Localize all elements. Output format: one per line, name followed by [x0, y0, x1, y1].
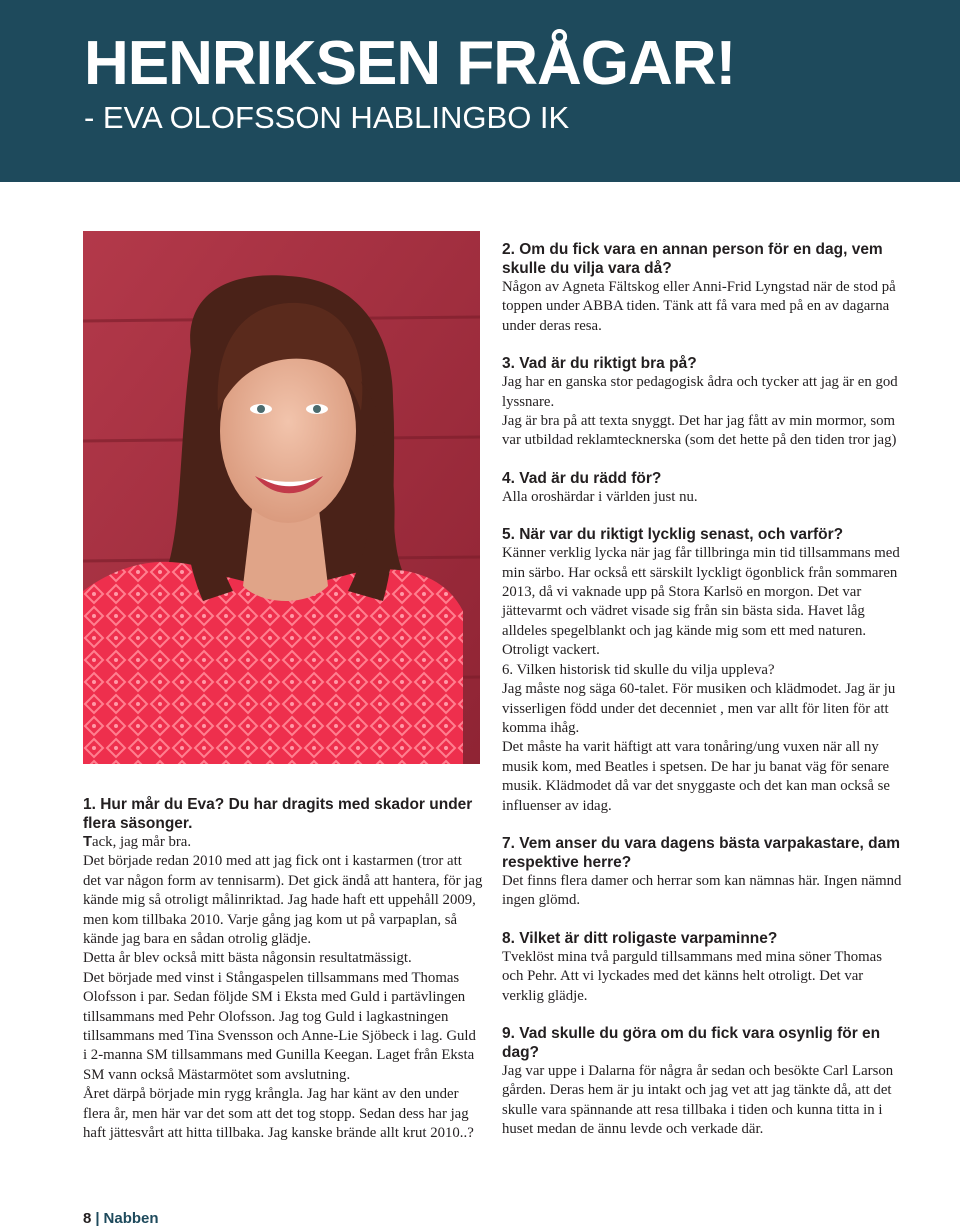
- answer-1-paragraph: Det började med vinst i Stångaspelen tillsammans med Thomas Olofsson i par. Sedan följde SM i Eksta med Guld i partävlingen tillsammans med Pehr Olofsson. Jag tog Guld i lagkastningen tillsammans med Tina Svensson och Anne-Lie Sjöbeck i lag. Guld i 2-manna SM tillsammans med Gunilla Keegan. Laget från Eksta SM vann också Mästarmötet som avslutning.: [83, 969, 476, 1083]
- answer-3-paragraph: Jag har en ganska stor pedagogisk ådra och tycker att jag är en god lyssnare.: [502, 374, 898, 410]
- answer-2: Någon av Agneta Fältskog eller Anni-Frid Lyngstad när de stod på toppen under ABBA tiden. Tänk att få vara med på en av dagarna under deras resa.: [502, 279, 896, 334]
- answer-6-paragraph: Jag måste nog säga 60-talet. För musiken och klädmodet. Jag är ju visserligen född under det decenniet , men var allt för liten för att komma ihåg.: [502, 681, 896, 736]
- question-3: 3. Vad är du riktigt bra på?: [502, 355, 697, 373]
- page-subtitle: - EVA OLOFSSON HABLINGBO IK: [84, 100, 570, 135]
- page-number: 8: [83, 1210, 92, 1227]
- question-3-section: [502, 354, 902, 451]
- left-column: [83, 795, 483, 1162]
- question-9: 9. Vad skulle du göra om du fick vara osynlig för en dag?: [502, 1024, 881, 1061]
- footer-separator: |: [95, 1210, 100, 1227]
- answer-4: Alla oroshärdar i världen just nu.: [502, 488, 698, 505]
- answer-8: Tveklöst mina två parguld tillsammans med mina söner Thomas och Pehr. Att vi lyckades med det känns helt otroligt. Det var verklig glädje.: [502, 948, 883, 1004]
- question-1: 1. Hur mår du Eva? Du har dragits med skador under flera säsonger.: [83, 796, 473, 832]
- answer-1-paragraph: Det började redan 2010 med att jag fick ont i kastarmen (tror att det var någon form av tennisarm). Det gick ändå att hantera, för jag kände mig så otroligt målinriktad. Jag hade haft ett uppehåll 2009, men kom tillbaka 2010. Varje gång jag kom ut på varpaplan, så kände jag bara en sådan otrolig glädje.: [83, 853, 483, 948]
- answer-1-paragraph: Året därpå började min rygg krångla. Jag har känt av den under flera år, men här var det som att det tog stopp. Sedan dess har jag haft jättesvårt att hitta tillbaka. Jag kanske brände allt krut 2010..?: [83, 1086, 474, 1142]
- question-5: 5. När var du riktigt lycklig senast, och varför?: [502, 526, 844, 544]
- question-9-section: [502, 1024, 902, 1140]
- answer-7: Det finns flera damer och herrar som kan nämnas här. Ingen nämnd ingen glömd.: [502, 872, 902, 909]
- question-2: 2. Om du fick vara en annan person för en dag, vem skulle du vilja vara då?: [502, 241, 883, 277]
- question-8: 8. Vilket är ditt roligaste varpaminne?: [502, 929, 778, 947]
- question-7-section: [502, 834, 902, 911]
- header-banner: [0, 0, 960, 182]
- answer-5: Känner verklig lycka när jag får tillbringa min tid tillsammans med min särbo. Har också ett särskilt lyckligt ögonblick från sommaren 2013, då vi vaknade upp på Stora Karlsö en morgon. Det var jättevarmt och vädret visade sig från sin bästa sida. Havet låg alldeles spegelblankt och jag kände mig som ett med naturen. Otroligt vackert.: [502, 545, 900, 659]
- right-column: [502, 240, 902, 1158]
- question-2-section: [502, 240, 902, 336]
- answer-1-intro-text: ack, jag mår bra.: [92, 834, 192, 850]
- question-8-section: [502, 929, 902, 1006]
- answer-6-paragraph: Det måste ha varit häftigt att vara tonåring/ung vuxen när all ny musik kom, med Beatles i spetsen. De har ju banat väg för senare musik. Klädmodet då var det snyggaste och det kan man också se influenser av idag.: [502, 739, 890, 814]
- portrait-photo: [83, 231, 480, 764]
- question-1-section: [83, 795, 483, 1144]
- answer-1-paragraph: Detta år blev också mitt bästa någonsin resultatmässigt.: [83, 950, 412, 967]
- drop-letter: T: [83, 834, 93, 850]
- page-footer: [83, 1210, 159, 1227]
- answer-1-intro: [83, 833, 483, 852]
- page-title: HENRIKSEN FRÅGAR!: [84, 29, 736, 98]
- question-6: 6. Vilken historisk tid skulle du vilja uppleva?: [502, 661, 775, 678]
- question-5-section: [502, 525, 902, 816]
- answer-3-paragraph: Jag är bra på att texta snyggt. Det har jag fått av min mormor, som var utbildad reklamtecknerska (som det hette på den tiden tror jag): [502, 413, 897, 449]
- answer-9: Jag var uppe i Dalarna för några år sedan och besökte Carl Larson gården. Deras hem är ju intakt och jag vet att jag tänkte då, att det skulle vara spännande att resa tillbaka i tiden och kunna titta in i huset medan de ännu levde och verkade där.: [502, 1062, 894, 1138]
- question-4-section: [502, 469, 902, 507]
- question-7: 7. Vem anser du vara dagens bästa varpakastare, dam respektive herre?: [502, 834, 901, 871]
- question-4: 4. Vad är du rädd för?: [502, 469, 662, 487]
- magazine-name: Nabben: [103, 1210, 159, 1227]
